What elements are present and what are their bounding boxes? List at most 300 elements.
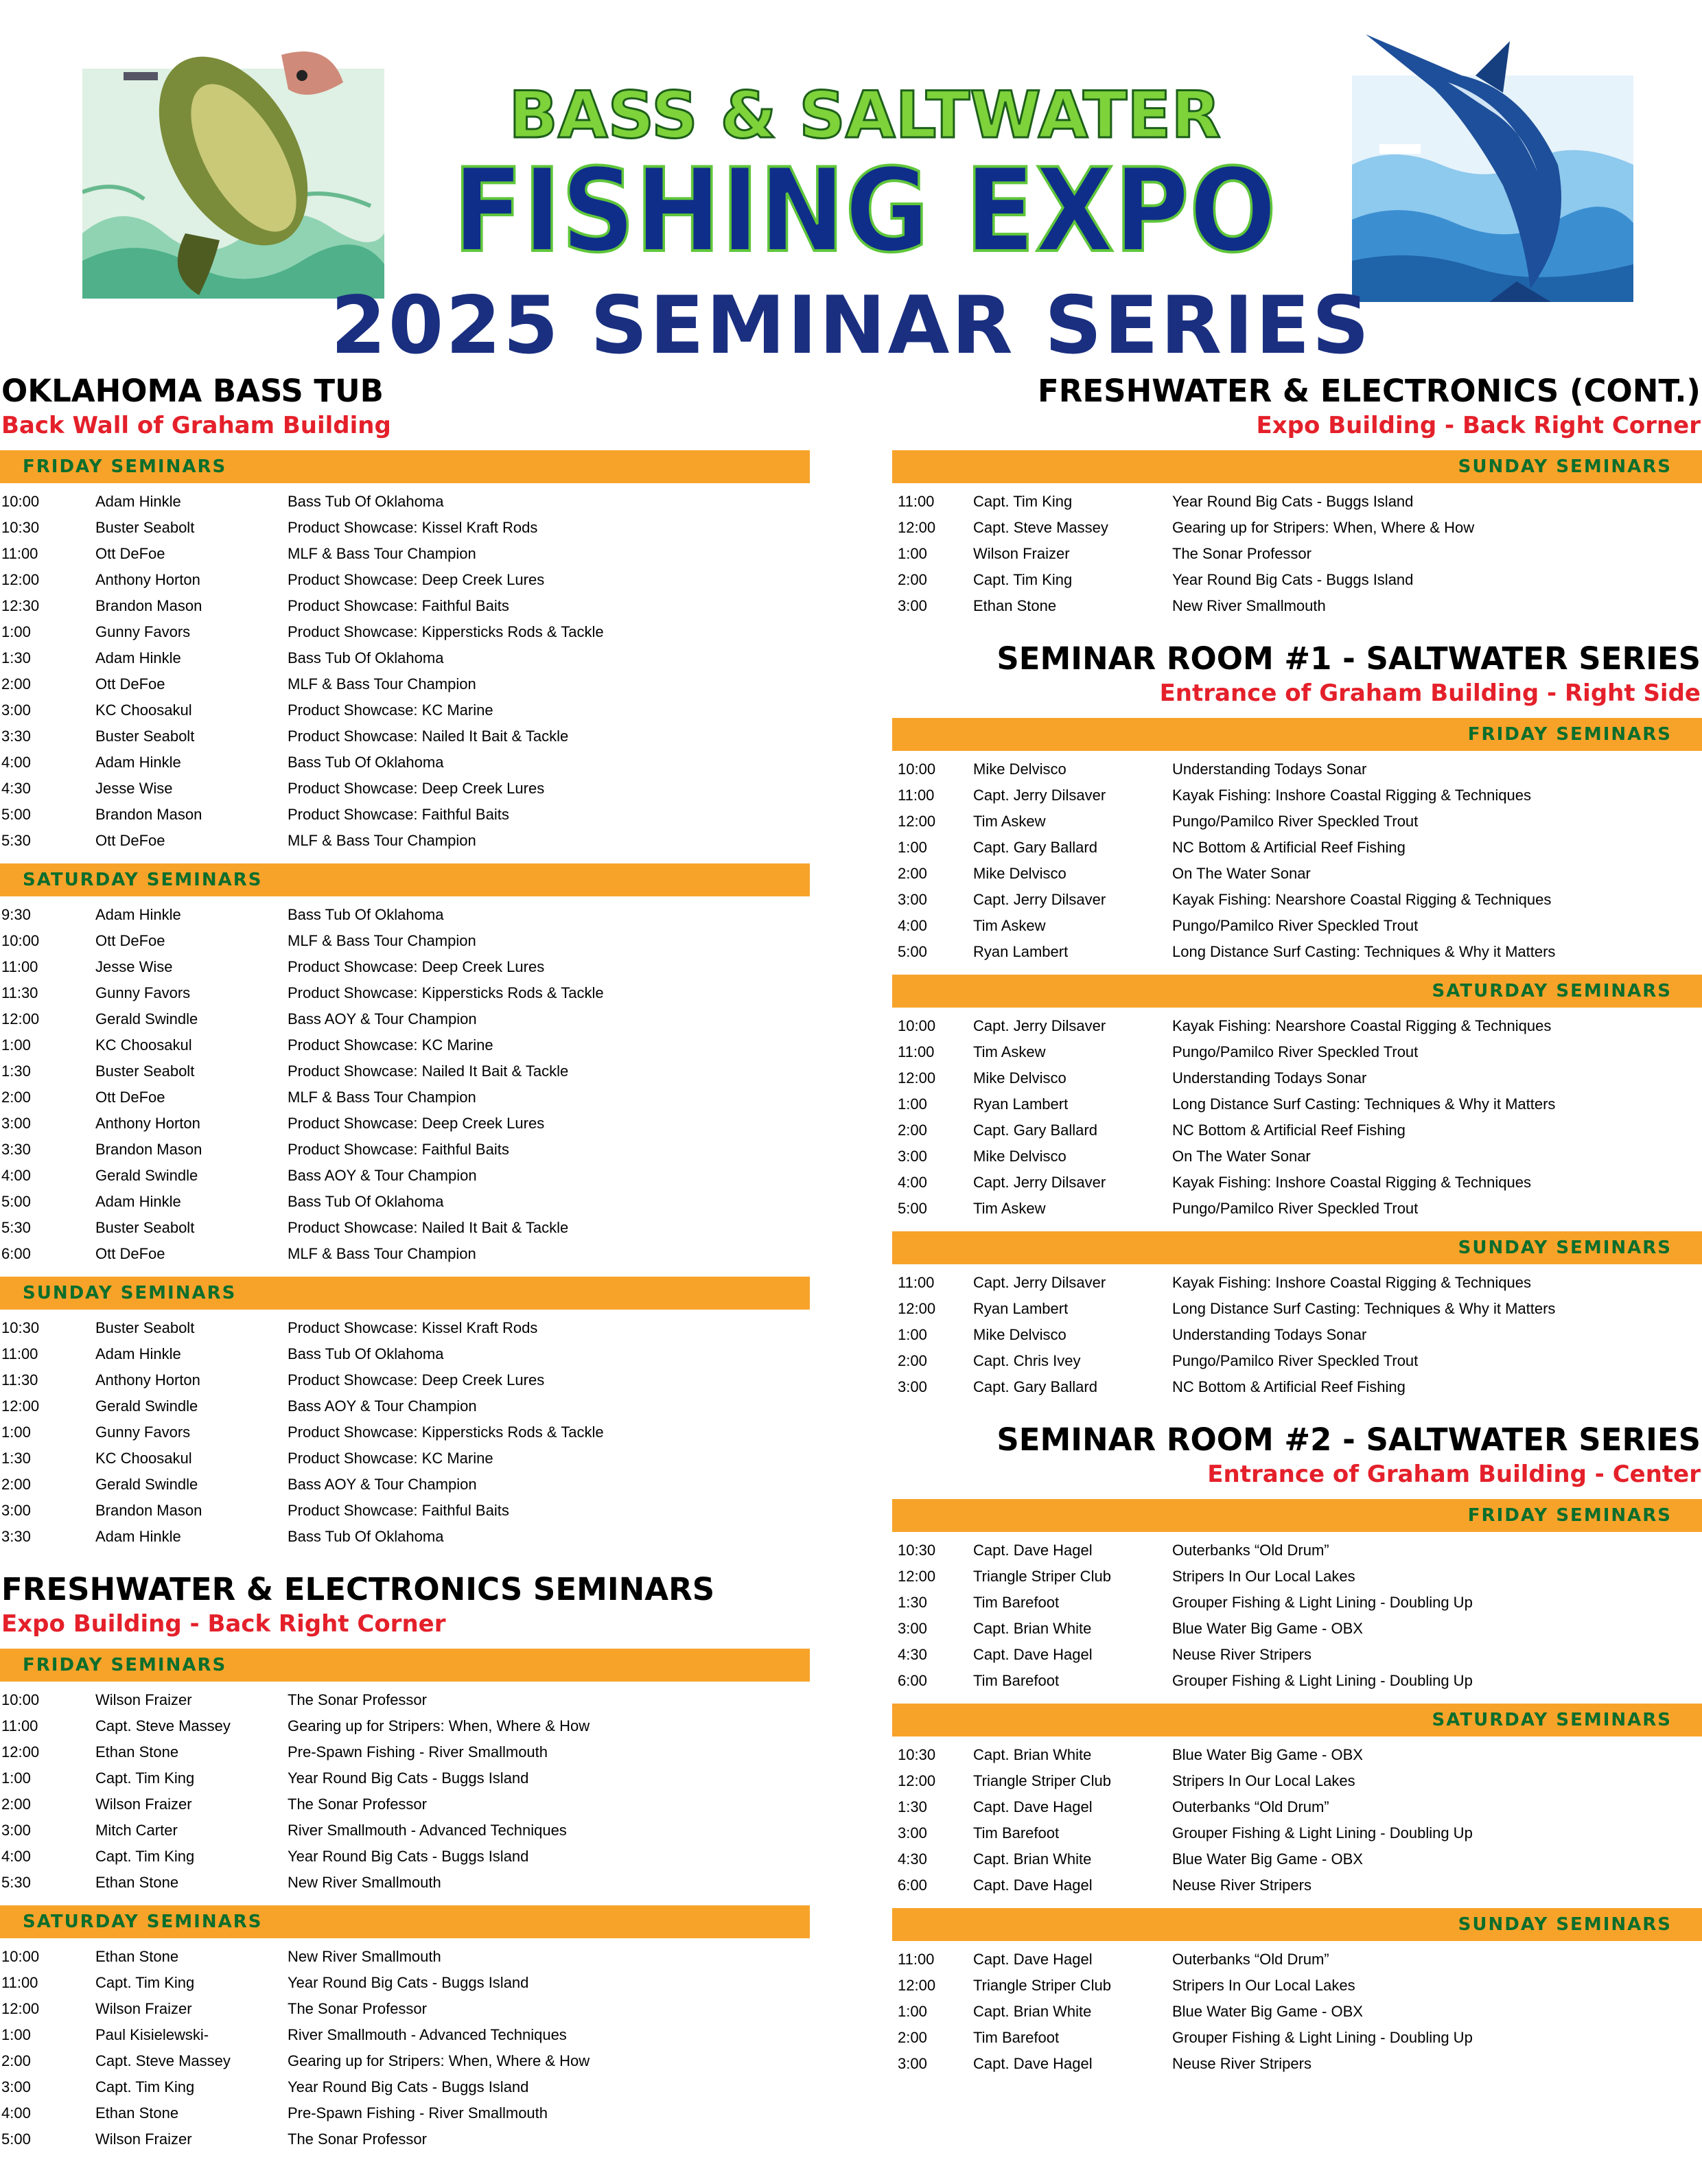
speaker-name: Gunny Favors (95, 1424, 191, 1441)
seminar-topic: Blue Water Big Game - OBX (1172, 2003, 1363, 2020)
seminar-topic: MLF & Bass Tour Champion (288, 932, 476, 949)
schedule-row (0, 1472, 810, 1498)
schedule-row (0, 619, 810, 645)
seminar-topic: Product Showcase: Nailed It Bait & Tackle (288, 1219, 569, 1236)
seminar-time: 2:00 (1, 675, 31, 693)
section-location: Back Wall of Graham Building (1, 412, 391, 439)
seminar-topic: Pungo/Pamilco River Speckled Trout (1172, 1200, 1419, 1217)
seminar-topic: Stripers In Our Local Lakes (1172, 1772, 1355, 1789)
section-freshwater (0, 1569, 810, 2152)
schedule-row (0, 2022, 810, 2048)
speaker-name: Ott DeFoe (95, 932, 165, 949)
schedule-row (892, 1013, 1702, 1039)
schedule-row (0, 1189, 810, 1215)
speaker-name: Wilson Fraizer (95, 1796, 192, 1813)
schedule-row (0, 1739, 810, 1765)
section-title: FRESHWATER & ELECTRONICS SEMINARS (1, 1571, 715, 1607)
schedule-row (0, 1058, 810, 1084)
seminar-topic: Grouper Fishing & Light Lining - Doubling Up (1172, 1594, 1473, 1611)
seminar-topic: Bass Tub Of Oklahoma (288, 1528, 444, 1545)
schedule-row (0, 1687, 810, 1713)
schedule-row (0, 1870, 810, 1896)
seminar-topic: NC Bottom & Artificial Reef Fishing (1172, 1378, 1406, 1395)
schedule-row (892, 1999, 1702, 2025)
schedule-row (0, 1006, 810, 1032)
seminar-topic: Outerbanks “Old Drum” (1172, 1951, 1329, 1968)
seminar-time: 1:30 (1, 649, 31, 666)
schedule-row (892, 1170, 1702, 1196)
speaker-name: Anthony Horton (95, 1371, 200, 1389)
schedule-row (892, 913, 1702, 939)
speaker-name: KC Choosakul (95, 1450, 192, 1467)
speaker-name: Tim Askew (973, 1043, 1046, 1060)
speaker-name: Ott DeFoe (95, 675, 165, 693)
schedule-row (892, 835, 1702, 861)
speaker-name: Tim Barefoot (973, 1672, 1060, 1689)
friday-header: FRIDAY SEMINARS (892, 1499, 1702, 1532)
speaker-name: Tim Askew (973, 1200, 1046, 1217)
speaker-name: Capt. Brian White (973, 1850, 1092, 1868)
seminar-time: 2:00 (1, 2052, 31, 2069)
saturday-header: SATURDAY SEMINARS (892, 975, 1702, 1008)
schedule-row (892, 1947, 1702, 1973)
speaker-name: Adam Hinkle (95, 1528, 181, 1545)
seminar-time: 12:00 (898, 519, 936, 536)
schedule-row (892, 1537, 1702, 1564)
schedule-row (0, 567, 810, 593)
schedule-row (0, 515, 810, 541)
seminar-topic: Long Distance Surf Casting: Techniques & Why it Matters (1172, 1300, 1556, 1317)
seminar-topic: New River Smallmouth (288, 1948, 441, 1965)
seminar-time: 9:30 (1, 906, 31, 923)
seminar-time: 6:00 (898, 1877, 927, 1894)
left-column (0, 371, 810, 2152)
friday-header: FRIDAY SEMINARS (892, 718, 1702, 751)
speaker-name: Gerald Swindle (95, 1476, 198, 1493)
seminar-time: 5:00 (1, 1193, 31, 1210)
schedule-table (0, 1315, 810, 1550)
sunday-header: SUNDAY SEMINARS (892, 450, 1702, 483)
schedule-row (0, 2126, 810, 2152)
schedule-row (892, 861, 1702, 887)
schedule-row (0, 1445, 810, 1472)
schedule-row (892, 756, 1702, 782)
schedule-row (892, 515, 1702, 541)
speaker-name: Capt. Dave Hagel (973, 1951, 1093, 1968)
seminar-topic: On The Water Sonar (1172, 1148, 1311, 1165)
seminar-time: 12:00 (898, 1977, 936, 1994)
schedule-row (892, 1590, 1702, 1616)
seminar-topic: Pungo/Pamilco River Speckled Trout (1172, 1352, 1419, 1369)
speaker-name: Ott DeFoe (95, 545, 165, 562)
seminar-time: 10:00 (898, 760, 936, 778)
seminar-topic: Product Showcase: Deep Creek Lures (288, 1115, 545, 1132)
speaker-name: Capt. Jerry Dilsaver (973, 787, 1106, 804)
seminar-time: 10:30 (1, 1319, 40, 1336)
schedule-row (0, 902, 810, 928)
seminar-time: 4:00 (1, 754, 31, 771)
speaker-name: Ethan Stone (95, 2104, 179, 2122)
schedule-table (892, 1742, 1702, 1898)
seminar-topic: Year Round Big Cats - Buggs Island (288, 2078, 529, 2095)
seminar-time: 1:30 (1, 1062, 31, 1080)
seminar-time: 2:00 (898, 2029, 927, 2046)
schedule-row (0, 928, 810, 954)
seminar-topic: Grouper Fishing & Light Lining - Doubling Up (1172, 1824, 1473, 1842)
seminar-time: 12:30 (1, 597, 40, 614)
schedule-row (892, 1616, 1702, 1642)
speaker-name: Buster Seabolt (95, 1062, 195, 1080)
speaker-name: Capt. Dave Hagel (973, 1542, 1093, 1559)
speaker-name: Ott DeFoe (95, 1089, 165, 1106)
seminar-time: 5:30 (1, 1874, 31, 1891)
speaker-name: Tim Barefoot (973, 2029, 1060, 2046)
logo-line2: FISHING EXPO (453, 143, 1276, 278)
seminar-time: 3:00 (1, 1115, 31, 1132)
seminar-topic: Product Showcase: Nailed It Bait & Tackle (288, 728, 569, 745)
schedule-row (0, 1713, 810, 1739)
seminar-topic: Product Showcase: Deep Creek Lures (288, 958, 545, 975)
speaker-name: Capt. Dave Hagel (973, 2055, 1093, 2072)
schedule-row (892, 541, 1702, 567)
saturday-header: SATURDAY SEMINARS (0, 1905, 810, 1938)
seminar-topic: Bass Tub Of Oklahoma (288, 1193, 444, 1210)
seminar-topic: Stripers In Our Local Lakes (1172, 1977, 1355, 1994)
schedule-row (892, 1374, 1702, 1400)
speaker-name: Gerald Swindle (95, 1167, 198, 1184)
seminar-topic: Kayak Fishing: Nearshore Coastal Rigging & Techniques (1172, 891, 1552, 908)
sunday-header: SUNDAY SEMINARS (892, 1231, 1702, 1264)
schedule-row (0, 1996, 810, 2022)
seminar-time: 11:00 (898, 493, 935, 510)
seminar-time: 3:00 (898, 1824, 927, 1842)
speaker-name: Capt. Tim King (95, 1848, 195, 1865)
seminar-topic: Understanding Todays Sonar (1172, 1069, 1367, 1087)
schedule-row (892, 2025, 1702, 2051)
speaker-name: Ryan Lambert (973, 1095, 1069, 1113)
seminar-time: 4:30 (898, 1646, 927, 1663)
schedule-row (892, 1065, 1702, 1091)
section-freshwater-cont (892, 371, 1702, 619)
speaker-name: Capt. Tim King (95, 2078, 195, 2095)
speaker-name: Ott DeFoe (95, 1245, 165, 1262)
schedule-row (892, 782, 1702, 809)
speaker-name: Ryan Lambert (973, 1300, 1069, 1317)
schedule-row (0, 1241, 810, 1267)
seminar-topic: Grouper Fishing & Light Lining - Doubling Up (1172, 2029, 1473, 2046)
seminar-topic: Bass AOY & Tour Champion (288, 1397, 477, 1415)
seminar-topic: Blue Water Big Game - OBX (1172, 1620, 1363, 1637)
seminar-time: 1:00 (1, 623, 31, 640)
speaker-name: Wilson Fraizer (95, 2130, 192, 2148)
seminar-topic: Outerbanks “Old Drum” (1172, 1798, 1329, 1815)
seminar-time: 1:00 (1, 1036, 31, 1054)
seminar-topic: Pungo/Pamilco River Speckled Trout (1172, 917, 1419, 934)
section-title: FRESHWATER & ELECTRONICS (CONT.) (1038, 373, 1701, 409)
seminar-topic: Bass Tub Of Oklahoma (288, 906, 444, 923)
speaker-name: Brandon Mason (95, 1141, 202, 1158)
seminar-topic: Product Showcase: Deep Creek Lures (288, 1371, 545, 1389)
seminar-time: 3:00 (898, 891, 927, 908)
speaker-name: KC Choosakul (95, 701, 192, 719)
seminar-time: 10:30 (898, 1746, 936, 1763)
schedule-table (0, 1944, 810, 2152)
seminar-time: 3:30 (1, 1141, 31, 1158)
seminar-topic: Year Round Big Cats - Buggs Island (1172, 493, 1414, 510)
schedule-row (892, 1270, 1702, 1296)
speaker-name: Capt. Tim King (973, 571, 1073, 588)
speaker-name: Gerald Swindle (95, 1010, 198, 1027)
schedule-row (0, 828, 810, 854)
seminar-topic: Product Showcase: Faithful Baits (288, 806, 509, 823)
speaker-name: Mitch Carter (95, 1822, 178, 1839)
seminar-topic: Product Showcase: Faithful Baits (288, 597, 509, 614)
seminar-topic: Kayak Fishing: Nearshore Coastal Rigging & Techniques (1172, 1017, 1552, 1034)
seminar-time: 11:00 (898, 787, 935, 804)
schedule-row (0, 980, 810, 1006)
speaker-name: Capt. Steve Massey (95, 1717, 231, 1734)
schedule-row (0, 2100, 810, 2126)
seminar-topic: MLF & Bass Tour Champion (288, 675, 476, 693)
seminar-topic: Gearing up for Stripers: When, Where & How (288, 2052, 590, 2069)
seminar-topic: MLF & Bass Tour Champion (288, 545, 476, 562)
speaker-name: Wilson Fraizer (973, 545, 1070, 562)
schedule-table (0, 1687, 810, 1896)
sunday-header: SUNDAY SEMINARS (0, 1277, 810, 1310)
section-location: Expo Building - Back Right Corner (1, 1610, 446, 1638)
seminar-topic: Bass Tub Of Oklahoma (288, 493, 444, 510)
speaker-name: Wilson Fraizer (95, 1691, 192, 1708)
speaker-name: Buster Seabolt (95, 1319, 195, 1336)
seminar-time: 1:00 (898, 1326, 927, 1343)
seminar-topic: New River Smallmouth (1172, 597, 1326, 614)
seminar-time: 11:00 (898, 1274, 935, 1291)
schedule-row (0, 645, 810, 671)
seminar-time: 1:00 (898, 2003, 927, 2020)
speaker-name: Ethan Stone (95, 1948, 179, 1965)
schedule-row (892, 1348, 1702, 1374)
schedule-row (0, 1084, 810, 1111)
seminar-topic: Kayak Fishing: Inshore Coastal Rigging & Techniques (1172, 1174, 1532, 1191)
seminar-topic: Year Round Big Cats - Buggs Island (288, 1848, 529, 1865)
seminar-topic: NC Bottom & Artificial Reef Fishing (1172, 1122, 1406, 1139)
speaker-name: Mike Delvisco (973, 760, 1066, 778)
seminar-topic: New River Smallmouth (288, 1874, 441, 1891)
speaker-name: Tim Barefoot (973, 1824, 1060, 1842)
speaker-name: Capt. Jerry Dilsaver (973, 891, 1106, 908)
seminar-time: 1:00 (1, 1769, 31, 1787)
schedule-row (892, 809, 1702, 835)
speaker-name: Anthony Horton (95, 571, 200, 588)
schedule-row (892, 1564, 1702, 1590)
speaker-name: Buster Seabolt (95, 1219, 195, 1236)
seminar-time: 10:00 (898, 1017, 936, 1034)
schedule-row (892, 1820, 1702, 1846)
section-location: Entrance of Graham Building - Right Side (1159, 679, 1701, 707)
schedule-row (0, 776, 810, 802)
seminar-time: 6:00 (1, 1245, 31, 1262)
seminar-topic: Bass AOY & Tour Champion (288, 1476, 477, 1493)
speaker-name: Capt. Brian White (973, 2003, 1092, 2020)
seminar-topic: Product Showcase: Deep Creek Lures (288, 571, 545, 588)
seminar-topic: Blue Water Big Game - OBX (1172, 1850, 1363, 1868)
friday-header: FRIDAY SEMINARS (0, 450, 810, 483)
schedule-row (892, 1196, 1702, 1222)
schedule-row (0, 1111, 810, 1137)
speaker-name: Paul Kisielewski- (95, 2026, 209, 2043)
schedule-row (0, 489, 810, 515)
seminar-time: 2:00 (1, 1476, 31, 1493)
seminar-time: 1:00 (898, 1095, 927, 1113)
friday-header: FRIDAY SEMINARS (0, 1649, 810, 1682)
speaker-name: Adam Hinkle (95, 906, 181, 923)
schedule-row (0, 750, 810, 776)
seminar-topic: Understanding Todays Sonar (1172, 760, 1367, 778)
section-title: OKLAHOMA BASS TUB (1, 373, 384, 409)
seminar-time: 10:30 (1, 519, 40, 536)
seminar-topic: Blue Water Big Game - OBX (1172, 1746, 1363, 1763)
section-title: SEMINAR ROOM #2 - SALTWATER SERIES (996, 1421, 1701, 1458)
speaker-name: Triangle Striper Club (973, 1977, 1111, 1994)
seminar-topic: Stripers In Our Local Lakes (1172, 1568, 1355, 1585)
seminar-topic: The Sonar Professor (288, 1796, 427, 1813)
seminar-time: 3:00 (898, 1620, 927, 1637)
speaker-name: Ott DeFoe (95, 832, 165, 849)
schedule-row (0, 1970, 810, 1996)
seminar-time: 12:00 (898, 1772, 936, 1789)
speaker-name: Ethan Stone (95, 1743, 179, 1761)
schedule-row (892, 567, 1702, 593)
seminar-topic: Neuse River Stripers (1172, 1877, 1312, 1894)
seminar-time: 3:00 (1, 1502, 31, 1519)
schedule-row (0, 1341, 810, 1367)
seminar-time: 1:30 (1, 1450, 31, 1467)
seminar-topic: Pre-Spawn Fishing - River Smallmouth (288, 1743, 548, 1761)
seminar-time: 3:30 (1, 728, 31, 745)
speaker-name: Capt. Dave Hagel (973, 1877, 1093, 1894)
schedule-row (892, 489, 1702, 515)
seminar-topic: Grouper Fishing & Light Lining - Doubling Up (1172, 1672, 1473, 1689)
seminar-time: 11:00 (1, 1345, 38, 1362)
speaker-name: Ethan Stone (973, 597, 1057, 614)
schedule-row (892, 593, 1702, 619)
seminar-topic: Product Showcase: Nailed It Bait & Tackle (288, 1062, 569, 1080)
speaker-name: Capt. Gary Ballard (973, 1378, 1097, 1395)
schedule-row (892, 1296, 1702, 1322)
speaker-name: Capt. Jerry Dilsaver (973, 1274, 1106, 1291)
seminar-time: 12:00 (1, 1397, 40, 1415)
seminar-time: 10:30 (898, 1542, 936, 1559)
seminar-time: 4:00 (1, 1848, 31, 1865)
section-location: Entrance of Graham Building - Center (1207, 1461, 1701, 1488)
seminar-topic: Bass Tub Of Oklahoma (288, 1345, 444, 1362)
seminar-time: 3:00 (1, 701, 31, 719)
seminar-topic: Product Showcase: Kippersticks Rods & Tackle (288, 984, 604, 1001)
seminar-time: 6:00 (898, 1672, 927, 1689)
section-room2 (892, 1419, 1702, 2077)
seminar-topic: Product Showcase: Kippersticks Rods & Tackle (288, 623, 604, 640)
speaker-name: Wilson Fraizer (95, 2000, 192, 2017)
seminar-topic: MLF & Bass Tour Champion (288, 832, 476, 849)
seminar-time: 10:00 (1, 932, 40, 949)
series-title: 2025 SEMINAR SERIES (330, 279, 1372, 372)
seminar-time: 12:00 (898, 1300, 936, 1317)
seminar-topic: Year Round Big Cats - Buggs Island (288, 1974, 529, 1991)
schedule-row (892, 1973, 1702, 1999)
seminar-topic: MLF & Bass Tour Champion (288, 1089, 476, 1106)
speaker-name: Capt. Tim King (95, 1769, 195, 1787)
seminar-time: 1:00 (1, 1424, 31, 1441)
speaker-name: Adam Hinkle (95, 754, 181, 771)
header (0, 0, 1702, 372)
speaker-name: Ryan Lambert (973, 943, 1069, 960)
seminar-time: 11:00 (898, 1043, 935, 1060)
speaker-name: Tim Askew (973, 813, 1046, 830)
seminar-time: 2:00 (1, 1089, 31, 1106)
speaker-name: Jesse Wise (95, 958, 173, 975)
speaker-name: Triangle Striper Club (973, 1772, 1111, 1789)
seminar-topic: Product Showcase: Deep Creek Lures (288, 780, 545, 797)
speaker-name: Gunny Favors (95, 984, 191, 1001)
seminar-time: 5:00 (898, 943, 927, 960)
speaker-name: Mike Delvisco (973, 1069, 1066, 1087)
schedule-row (0, 1844, 810, 1870)
speaker-name: Mike Delvisco (973, 1326, 1066, 1343)
seminar-topic: Bass AOY & Tour Champion (288, 1010, 477, 1027)
schedule-row (0, 671, 810, 697)
speaker-name: Capt. Tim King (973, 493, 1073, 510)
seminar-topic: NC Bottom & Artificial Reef Fishing (1172, 839, 1406, 856)
seminar-topic: Bass Tub Of Oklahoma (288, 649, 444, 666)
seminar-topic: River Smallmouth - Advanced Techniques (288, 1822, 567, 1839)
seminar-time: 11:00 (1, 545, 38, 562)
section-title: SEMINAR ROOM #1 - SALTWATER SERIES (996, 640, 1701, 677)
speaker-name: Triangle Striper Club (973, 1568, 1111, 1585)
schedule-row (892, 1742, 1702, 1768)
speaker-name: Capt. Gary Ballard (973, 839, 1097, 856)
seminar-topic: Bass Tub Of Oklahoma (288, 754, 444, 771)
schedule-row (0, 1944, 810, 1970)
expo-logo (439, 82, 1290, 281)
schedule-row (892, 2051, 1702, 2077)
speaker-name: KC Choosakul (95, 1036, 192, 1054)
speaker-name: Buster Seabolt (95, 519, 195, 536)
seminar-time: 1:00 (898, 839, 927, 856)
speaker-name: Gerald Swindle (95, 1397, 198, 1415)
seminar-time: 4:30 (1, 780, 31, 797)
speaker-name: Tim Barefoot (973, 1594, 1060, 1611)
seminar-time: 5:00 (1, 2130, 31, 2148)
speaker-name: Capt. Gary Ballard (973, 1122, 1097, 1139)
seminar-topic: The Sonar Professor (288, 2130, 427, 2148)
schedule-row (892, 1768, 1702, 1794)
seminar-time: 11:30 (1, 984, 38, 1001)
seminar-time: 12:00 (1, 1743, 40, 1761)
seminar-time: 11:30 (1, 1371, 38, 1389)
seminar-topic: Outerbanks “Old Drum” (1172, 1542, 1329, 1559)
seminar-topic: Understanding Todays Sonar (1172, 1326, 1367, 1343)
seminar-topic: Product Showcase: Kissel Kraft Rods (288, 519, 538, 536)
speaker-name: Adam Hinkle (95, 1193, 181, 1210)
seminar-time: 11:00 (1, 1974, 38, 1991)
schedule-row (0, 1137, 810, 1163)
schedule-table (892, 1270, 1702, 1400)
seminar-time: 2:00 (1, 1796, 31, 1813)
seminar-topic: Gearing up for Stripers: When, Where & How (288, 1717, 590, 1734)
seminar-topic: Product Showcase: KC Marine (288, 1450, 493, 1467)
schedule-row (0, 802, 810, 828)
seminar-topic: Pungo/Pamilco River Speckled Trout (1172, 813, 1419, 830)
